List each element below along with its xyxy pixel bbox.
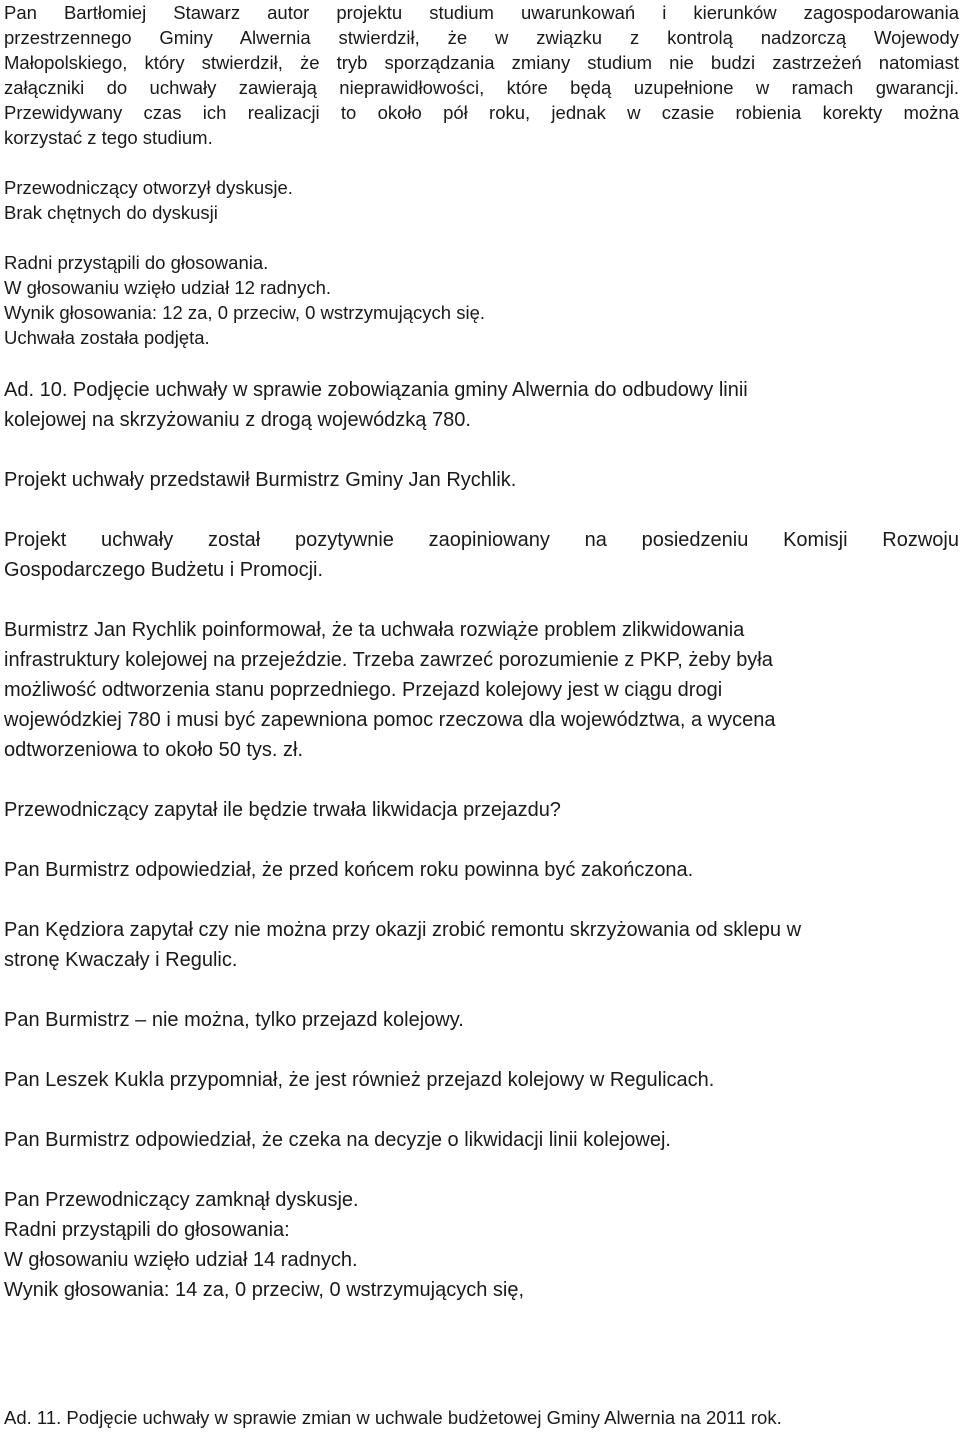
- text-line: Projekt uchwały został pozytywnie zaopiniowany na posiedzeniu Komisji Rozwoju: [4, 529, 959, 551]
- text-line: Przewodniczący otworzył dyskusje.: [4, 177, 293, 198]
- answer-paragraph: [4, 855, 959, 885]
- text-line: Brak chętnych do dyskusji: [4, 202, 218, 223]
- text-line: Burmistrz Jan Rychlik poinformował, że ta uchwała rozwiąże problem zlikwidowania: [4, 619, 745, 641]
- vote-paragraph: [4, 250, 959, 350]
- text-line: kolejowej na skrzyżowaniu z drogą wojewódzką 780.: [4, 409, 471, 431]
- text-line: Wynik głosowania: 14 za, 0 przeciw, 0 wstrzymujących się,: [4, 1279, 525, 1301]
- text-line: Ad. 10. Podjęcie uchwały w sprawie zobowiązania gminy Alwernia do odbudowy linii: [4, 379, 748, 401]
- text-line: Pan Przewodniczący zamknął dyskusje.: [4, 1189, 359, 1211]
- question-paragraph: [4, 915, 959, 975]
- text-line: Ad. 11. Podjęcie uchwały w sprawie zmian w uchwale budżetowej Gminy Alwernia na 2011 rok.: [4, 1407, 782, 1428]
- discussion-paragraph: [4, 175, 959, 225]
- text-line: Pan Kędziora zapytał czy nie można przy okazji zrobić remontu skrzyżowania od sklepu w: [4, 919, 802, 941]
- text-line: Przewodniczący zapytał ile będzie trwała likwidacja przejazdu?: [4, 799, 561, 821]
- intro-paragraph: [4, 0, 959, 150]
- text-line: Pan Burmistrz – nie można, tylko przejazd kolejowy.: [4, 1009, 464, 1031]
- text-line: Małopolskiego, który stwierdził, że tryb sporządzania zmiany studium nie budzi zastrzeżeń natomiast: [4, 52, 959, 73]
- text-line: możliwość odtworzenia stanu poprzedniego. Przejazd kolejowy jest w ciągu drogi: [4, 679, 723, 701]
- text-line: Pan Bartłomiej Stawarz autor projektu studium uwarunkowań i kierunków zagospodarowania: [4, 2, 959, 23]
- text-line: korzystać z tego studium.: [4, 127, 213, 148]
- text-line: Radni przystąpili do głosowania:: [4, 1219, 290, 1241]
- text-line: Radni przystąpili do głosowania.: [4, 252, 269, 273]
- text-line: Projekt uchwały przedstawił Burmistrz Gminy Jan Rychlik.: [4, 469, 517, 491]
- text-line: Uchwała została podjęta.: [4, 327, 210, 348]
- text-line: Wynik głosowania: 12 za, 0 przeciw, 0 wstrzymujących się.: [4, 302, 486, 323]
- text-line: W głosowaniu wzięło udział 14 radnych.: [4, 1249, 358, 1271]
- agenda-item-10: [4, 375, 959, 435]
- projekt-opinion-paragraph: [4, 525, 959, 585]
- burmistrz-info-paragraph: [4, 615, 959, 765]
- text-line: Przewidywany czas ich realizacji to około pół roku, jednak w czasie robienia korekty można: [4, 102, 959, 123]
- text-line: wojewódzkiej 780 i musi być zapewniona pomoc rzeczowa dla województwa, a wycena: [4, 709, 776, 731]
- text-line: infrastruktury kolejowej na przejeździe. Trzeba zawrzeć porozumienie z PKP, żeby była: [4, 649, 773, 671]
- text-line: Pan Burmistrz odpowiedział, że przed końcem roku powinna być zakończona.: [4, 859, 694, 881]
- answer-paragraph: [4, 1005, 959, 1035]
- question-paragraph: [4, 795, 959, 825]
- text-line: W głosowaniu wzięło udział 12 radnych.: [4, 277, 332, 298]
- agenda-item-11: [4, 1405, 959, 1430]
- text-line: odtworzeniowa to około 50 tys. zł.: [4, 739, 304, 761]
- text-line: załączniki do uchwały zawierają nieprawidłowości, które będą uzupełnione w ramach gwarancji.: [4, 77, 959, 98]
- projekt-presented-paragraph: [4, 465, 959, 495]
- document-page: [4, 0, 959, 1430]
- question-paragraph: [4, 1065, 959, 1095]
- text-line: stronę Kwaczały i Regulic.: [4, 949, 238, 971]
- text-line: Pan Leszek Kukla przypomniał, że jest również przejazd kolejowy w Regulicach.: [4, 1069, 715, 1091]
- text-line: przestrzennego Gminy Alwernia stwierdził, że w związku z kontrolą nadzorczą Wojewody: [4, 27, 959, 48]
- text-line: Gospodarczego Budżetu i Promocji.: [4, 559, 324, 581]
- text-line: Pan Burmistrz odpowiedział, że czeka na decyzje o likwidacji linii kolejowej.: [4, 1129, 671, 1151]
- answer-paragraph: [4, 1125, 959, 1155]
- vote-paragraph: [4, 1185, 959, 1305]
